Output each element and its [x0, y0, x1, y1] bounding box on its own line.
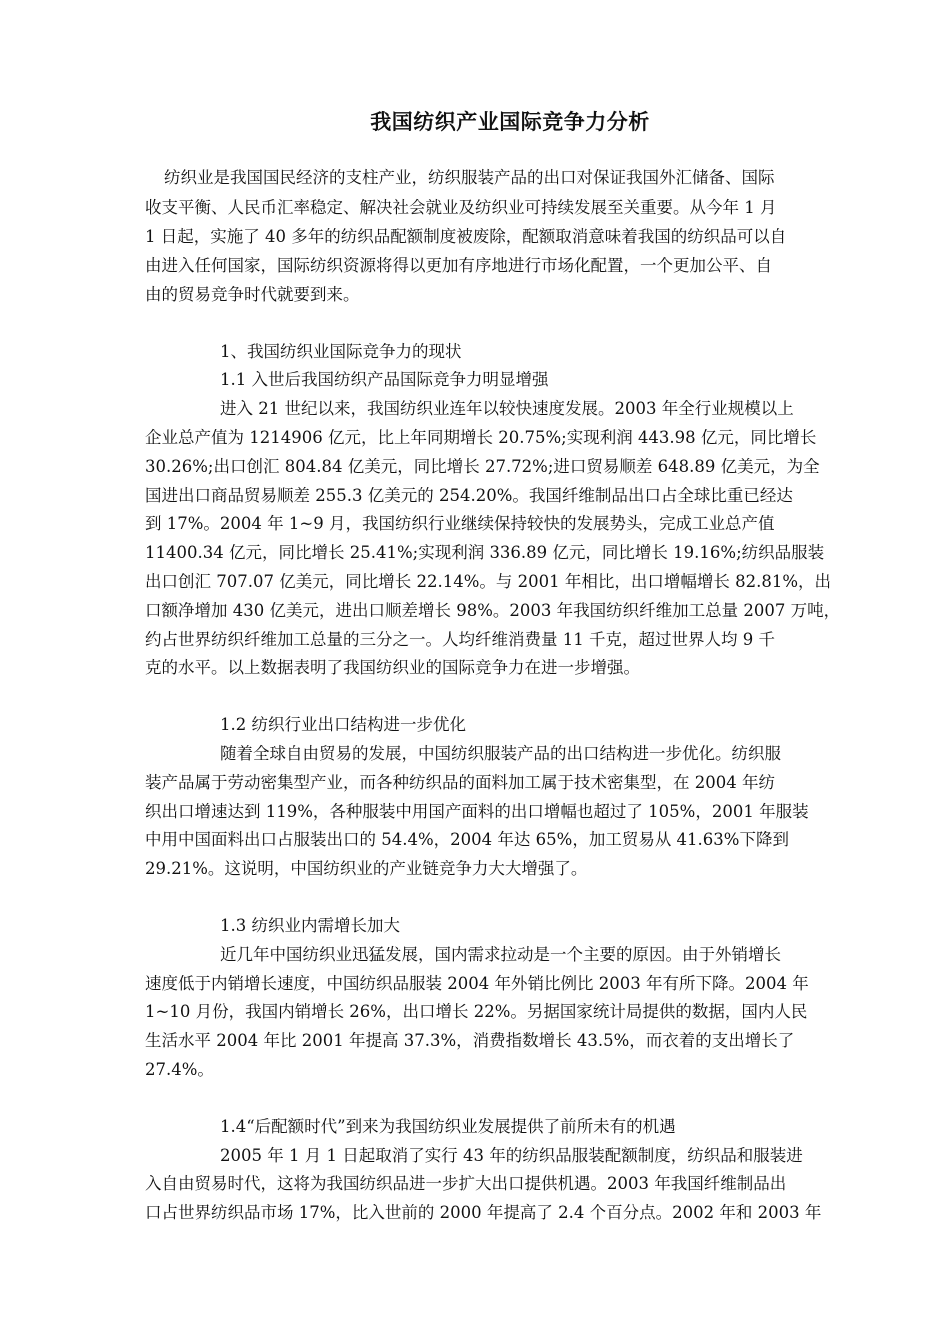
- intro-line: 纺织业是我国国民经济的支柱产业，纺织服装产品的出口对保证我国外汇储备、国际: [164, 168, 775, 187]
- paragraph-line: 装产品属于劳动密集型产业，而各种纺织品的面料加工属于技术密集型，在 2004 年纺: [145, 773, 775, 792]
- subsection-heading: 1.4“后配额时代”到来为我国纺织业发展提供了前所未有的机遇: [220, 1117, 676, 1136]
- paragraph-line: 2005 年 1 月 1 日起取消了实行 43 年的纺织品服装配额制度，纺织品和服装进: [220, 1146, 803, 1165]
- document-title: 我国纺织产业国际竞争力分析: [370, 110, 650, 134]
- paragraph-line: 速度低于内销增长速度，中国纺织品服装 2004 年外销比例比 2003 年有所下降。2004 年: [145, 974, 809, 993]
- paragraph-line: 口额净增加 430 亿美元，进出口顺差增长 98%。2003 年我国纺织纤维加工总量 2007 万吨，: [145, 601, 841, 620]
- paragraph-line: 生活水平 2004 年比 2001 年提高 37.3%，消费指数增长 43.5%，而衣着的支出增长了: [145, 1031, 795, 1050]
- subsection-heading: 1.3 纺织业内需增长加大: [220, 916, 400, 935]
- paragraph-line: 克的水平。以上数据表明了我国纺织业的国际竞争力在进一步增强。: [145, 658, 640, 677]
- paragraph-line: 随着全球自由贸易的发展，中国纺织服装产品的出口结构进一步优化。纺织服: [220, 744, 781, 763]
- paragraph-line: 入自由贸易时代，这将为我国纺织品进一步扩大出口提供机遇。2003 年我国纤维制品出: [145, 1174, 787, 1193]
- section-heading: 1、我国纺织业国际竞争力的现状: [220, 342, 462, 361]
- paragraph-line: 出口创汇 707.07 亿美元，同比增长 22.14%。与 2001 年相比，出口增幅增长 82.81%，出: [145, 572, 832, 591]
- paragraph-line: 到 17%。2004 年 1~9 月，我国纺织行业继续保持较快的发展势头，完成工业总产值: [145, 514, 775, 533]
- subsection-heading: 1.2 纺织行业出口结构进一步优化: [220, 715, 466, 734]
- intro-line: 1 日起，实施了 40 多年的纺织品配额制度被废除，配额取消意味着我国的纺织品可以自: [145, 227, 787, 246]
- subsection-heading: 1.1 入世后我国纺织产品国际竞争力明显增强: [220, 370, 549, 389]
- paragraph-line: 进入 21 世纪以来，我国纺织业连年以较快速度发展。2003 年全行业规模以上: [220, 399, 794, 418]
- intro-line: 收支平衡、人民币汇率稳定、解决社会就业及纺织业可持续发展至关重要。从今年 1 月: [145, 198, 777, 217]
- paragraph-line: 27.4%。: [145, 1060, 214, 1079]
- paragraph-line: 织出口增速达到 119%，各种服装中用国产面料的出口增幅也超过了 105%，2001 年服装: [145, 802, 809, 821]
- paragraph-line: 近几年中国纺织业迅猛发展，国内需求拉动是一个主要的原因。由于外销增长: [220, 945, 781, 964]
- paragraph-line: 中用中国面料出口占服装出口的 54.4%，2004 年达 65%，加工贸易从 41.63%下降到: [145, 830, 789, 849]
- intro-line: 由的贸易竞争时代就要到来。: [145, 285, 360, 304]
- paragraph-line: 企业总产值为 1214906 亿元，比上年同期增长 20.75%;实现利润 443.98 亿元，同比增长: [145, 428, 817, 447]
- paragraph-line: 30.26%;出口创汇 804.84 亿美元，同比增长 27.72%;进口贸易顺差 648.89 亿美元，为全: [145, 457, 820, 476]
- paragraph-line: 1~10 月份，我国内销增长 26%，出口增长 22%。另据国家统计局提供的数据，国内人民: [145, 1002, 808, 1021]
- paragraph-line: 29.21%。这说明，中国纺织业的产业链竞争力大大增强了。: [145, 859, 588, 878]
- intro-line: 由进入任何国家，国际纺织资源将得以更加有序地进行市场化配置，一个更加公平、自: [145, 256, 772, 275]
- paragraph-line: 11400.34 亿元，同比增长 25.41%;实现利润 336.89 亿元，同比增长 19.16%;纺织品服装: [145, 543, 825, 562]
- paragraph-line: 口占世界纺织品市场 17%，比入世前的 2000 年提高了 2.4 个百分点。2002 年和 2003 年: [145, 1203, 822, 1222]
- paragraph-line: 国进出口商品贸易顺差 255.3 亿美元的 254.20%。我国纤维制品出口占全球比重已经达: [145, 486, 793, 505]
- paragraph-line: 约占世界纺织纤维加工总量的三分之一。人均纤维消费量 11 千克，超过世界人均 9 千: [145, 630, 775, 649]
